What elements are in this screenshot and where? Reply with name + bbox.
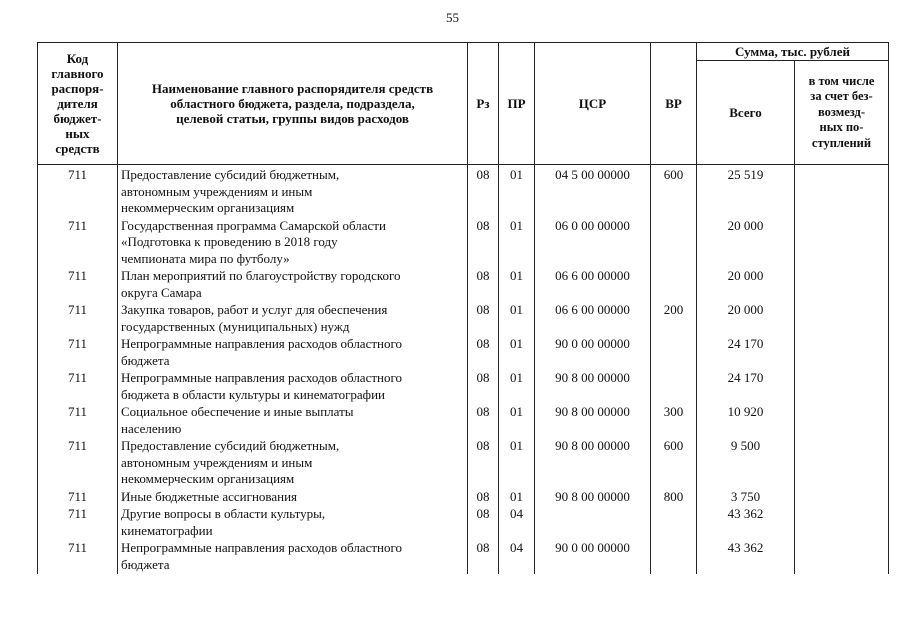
- table-body: [38, 165, 889, 575]
- code-cell: 711: [38, 404, 118, 438]
- code-cell: 711: [38, 302, 118, 336]
- free-cell: [795, 165, 889, 218]
- csr-cell: 04 5 00 00000: [535, 165, 651, 218]
- free-cell: [795, 268, 889, 302]
- total-cell: 43 362: [697, 506, 795, 540]
- name-cell: Предоставление субсидий бюджетным, автономным учреждениям и иным некоммерческим организациям: [118, 438, 468, 489]
- pr-cell: 01: [499, 489, 535, 507]
- total-cell: 25 519: [697, 165, 795, 218]
- table-row: [38, 404, 889, 438]
- csr-cell: 06 6 00 00000: [535, 268, 651, 302]
- page-number: 55: [446, 10, 459, 25]
- rz-cell: 08: [468, 489, 499, 507]
- rz-cell: 08: [468, 540, 499, 574]
- vr-cell: [651, 336, 697, 370]
- free-cell: [795, 540, 889, 574]
- free-cell: [795, 438, 889, 489]
- code-cell: 711: [38, 165, 118, 218]
- pr-cell: 01: [499, 268, 535, 302]
- csr-cell: 06 0 00 00000: [535, 218, 651, 269]
- rz-cell: 08: [468, 370, 499, 404]
- table-row: [38, 540, 889, 574]
- pr-cell: 01: [499, 336, 535, 370]
- vr-cell: [651, 506, 697, 540]
- total-cell: 3 750: [697, 489, 795, 507]
- pr-cell: 04: [499, 506, 535, 540]
- vr-cell: [651, 268, 697, 302]
- vr-cell: 600: [651, 165, 697, 218]
- rz-cell: 08: [468, 336, 499, 370]
- free-cell: [795, 336, 889, 370]
- csr-cell: 90 8 00 00000: [535, 370, 651, 404]
- pr-cell: 01: [499, 404, 535, 438]
- vr-cell: 600: [651, 438, 697, 489]
- rz-cell: 08: [468, 218, 499, 269]
- header-rz: Рз: [468, 43, 499, 165]
- free-cell: [795, 218, 889, 269]
- total-cell: 24 170: [697, 370, 795, 404]
- total-cell: 20 000: [697, 268, 795, 302]
- pr-cell: 01: [499, 370, 535, 404]
- table-row: [38, 370, 889, 404]
- pr-cell: 01: [499, 438, 535, 489]
- table-row: [38, 165, 889, 218]
- total-cell: 43 362: [697, 540, 795, 574]
- free-cell: [795, 489, 889, 507]
- header-sum: Сумма, тыс. рублей: [697, 43, 889, 61]
- pr-cell: 01: [499, 218, 535, 269]
- name-cell: Непрограммные направления расходов областного бюджета: [118, 540, 468, 574]
- code-cell: 711: [38, 336, 118, 370]
- pr-cell: 04: [499, 540, 535, 574]
- vr-cell: [651, 540, 697, 574]
- header-total: Всего: [697, 61, 795, 165]
- csr-cell: 90 8 00 00000: [535, 489, 651, 507]
- free-cell: [795, 370, 889, 404]
- csr-cell: 90 0 00 00000: [535, 336, 651, 370]
- name-cell: Другие вопросы в области культуры, кинематографии: [118, 506, 468, 540]
- table-header: [38, 43, 889, 165]
- csr-cell: [535, 506, 651, 540]
- table-row: [38, 268, 889, 302]
- code-cell: 711: [38, 540, 118, 574]
- csr-cell: 90 0 00 00000: [535, 540, 651, 574]
- total-cell: 10 920: [697, 404, 795, 438]
- header-code: Код главного распоря- дителя бюджет- ных средств: [38, 43, 118, 165]
- budget-table: [37, 42, 889, 574]
- rz-cell: 08: [468, 438, 499, 489]
- vr-cell: [651, 218, 697, 269]
- header-name: Наименование главного распорядителя средств областного бюджета, раздела, подраздела, целевой статьи, группы видов расходов: [118, 43, 468, 165]
- free-cell: [795, 302, 889, 336]
- table-row: [38, 489, 889, 507]
- code-cell: 711: [38, 489, 118, 507]
- csr-cell: 90 8 00 00000: [535, 404, 651, 438]
- table-row: [38, 218, 889, 269]
- rz-cell: 08: [468, 165, 499, 218]
- name-cell: Непрограммные направления расходов областного бюджета: [118, 336, 468, 370]
- csr-cell: 90 8 00 00000: [535, 438, 651, 489]
- name-cell: Иные бюджетные ассигнования: [118, 489, 468, 507]
- table-row: [38, 438, 889, 489]
- header-free: в том числе за счет без- возмезд- ных по- ступлений: [795, 61, 889, 165]
- code-cell: 711: [38, 218, 118, 269]
- name-cell: Предоставление субсидий бюджетным, автономным учреждениям и иным некоммерческим организациям: [118, 165, 468, 218]
- code-cell: 711: [38, 370, 118, 404]
- table-row: [38, 506, 889, 540]
- pr-cell: 01: [499, 165, 535, 218]
- code-cell: 711: [38, 506, 118, 540]
- rz-cell: 08: [468, 302, 499, 336]
- vr-cell: 800: [651, 489, 697, 507]
- total-cell: 24 170: [697, 336, 795, 370]
- table-row: [38, 302, 889, 336]
- name-cell: Социальное обеспечение и иные выплаты населению: [118, 404, 468, 438]
- name-cell: Государственная программа Самарской области «Подготовка к проведению в 2018 году чемпионата мира по футболу»: [118, 218, 468, 269]
- pr-cell: 01: [499, 302, 535, 336]
- vr-cell: 300: [651, 404, 697, 438]
- code-cell: 711: [38, 438, 118, 489]
- total-cell: 9 500: [697, 438, 795, 489]
- name-cell: Непрограммные направления расходов областного бюджета в области культуры и кинематографии: [118, 370, 468, 404]
- free-cell: [795, 404, 889, 438]
- free-cell: [795, 506, 889, 540]
- header-pr: ПР: [499, 43, 535, 165]
- header-vr: ВР: [651, 43, 697, 165]
- name-cell: Закупка товаров, работ и услуг для обеспечения государственных (муниципальных) нужд: [118, 302, 468, 336]
- total-cell: 20 000: [697, 218, 795, 269]
- rz-cell: 08: [468, 268, 499, 302]
- code-cell: 711: [38, 268, 118, 302]
- name-cell: План мероприятий по благоустройству городского округа Самара: [118, 268, 468, 302]
- rz-cell: 08: [468, 404, 499, 438]
- vr-cell: 200: [651, 302, 697, 336]
- header-csr: ЦСР: [535, 43, 651, 165]
- vr-cell: [651, 370, 697, 404]
- rz-cell: 08: [468, 506, 499, 540]
- total-cell: 20 000: [697, 302, 795, 336]
- csr-cell: 06 6 00 00000: [535, 302, 651, 336]
- table-row: [38, 336, 889, 370]
